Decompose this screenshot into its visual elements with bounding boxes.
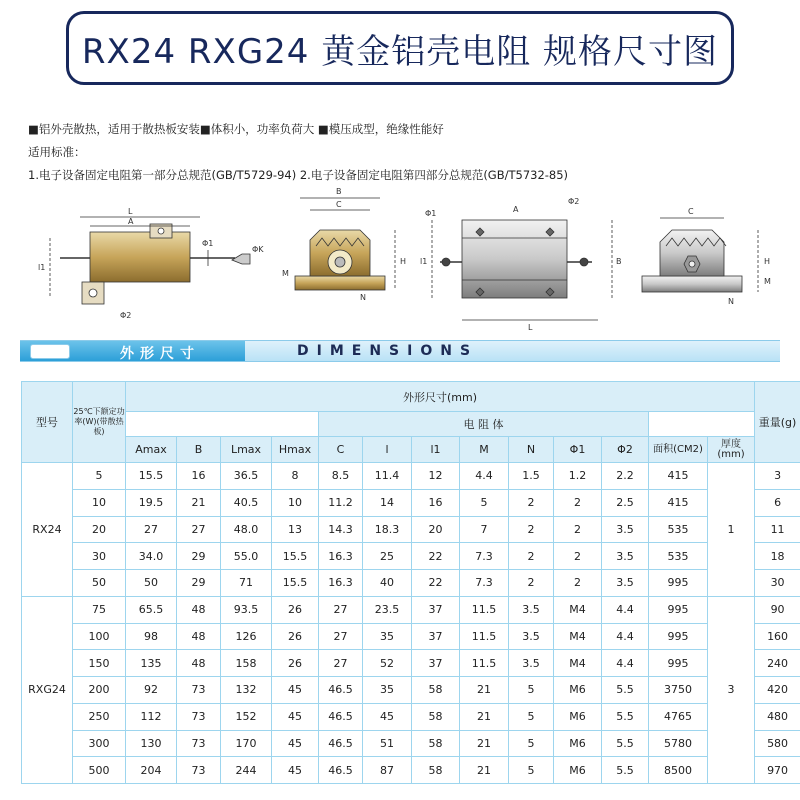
table-cell: 6 [755, 489, 800, 516]
table-cell: 1.5 [509, 463, 554, 490]
table-cell: 126 [221, 623, 272, 650]
table-row [22, 757, 800, 784]
column-header: l1 [412, 437, 460, 463]
table-cell: 2.5 [602, 489, 649, 516]
standards-note: 1.电子设备固定电阻第一部分总规范(GB/T5729-94) 2.电子设备固定电阻第四部分总规范(GB/T5732-85) [28, 168, 569, 182]
table-cell: 5780 [649, 730, 708, 757]
table-row [22, 730, 800, 757]
table-cell: 8.5 [319, 463, 363, 490]
table-cell: 7.3 [460, 543, 509, 570]
label-C-a: C [336, 200, 342, 209]
table-cell: 415 [649, 463, 708, 490]
label-phi1-a: Φ1 [202, 239, 214, 248]
table-cell: 5 [73, 463, 126, 490]
table-cell: 18.3 [363, 516, 412, 543]
table-cell: 37 [412, 596, 460, 623]
label-phi2-b: Φ2 [568, 197, 580, 206]
table-cell: 40 [363, 570, 412, 597]
table-cell: 3.5 [509, 650, 554, 677]
table-cell: 4.4 [602, 623, 649, 650]
column-header: M [460, 437, 509, 463]
column-header: Amax [126, 437, 177, 463]
table-cell: 4.4 [460, 463, 509, 490]
table-cell: 46.5 [319, 703, 363, 730]
dimensions-cn-label: 外形尺寸 [120, 346, 200, 362]
table-cell: 27 [126, 516, 177, 543]
label-C-b: C [688, 207, 694, 216]
table-cell: 20 [412, 516, 460, 543]
table-cell: 5 [509, 730, 554, 757]
table-cell: 71 [221, 570, 272, 597]
label-phi2-a: Φ2 [120, 311, 132, 320]
table-cell: 995 [649, 570, 708, 597]
model-cell: RXG24 [22, 596, 73, 783]
table-cell: 132 [221, 677, 272, 704]
table-cell: 5.5 [602, 757, 649, 784]
column-header: Hmax [272, 437, 319, 463]
table-cell: 40.5 [221, 489, 272, 516]
table-cell: 37 [412, 623, 460, 650]
table-cell: 2 [554, 489, 602, 516]
table-cell: 152 [221, 703, 272, 730]
table-cell: 45 [272, 757, 319, 784]
table-cell: 45 [272, 703, 319, 730]
table-cell: 27 [177, 516, 221, 543]
table-cell: 35 [363, 623, 412, 650]
dimension-drawings [20, 180, 780, 340]
table-cell: 3.5 [509, 596, 554, 623]
table-cell: 158 [221, 650, 272, 677]
rx24-side-drawing [50, 217, 250, 304]
table-cell: 25 [363, 543, 412, 570]
table-cell: 135 [126, 650, 177, 677]
tab-marker [30, 344, 70, 359]
rxg24-top-drawing [432, 220, 612, 320]
table-row [22, 596, 800, 623]
column-header: B [177, 437, 221, 463]
label-M-a: M [282, 269, 289, 278]
table-cell: 58 [412, 730, 460, 757]
table-cell: 415 [649, 489, 708, 516]
header-model: 型号 [22, 382, 73, 463]
table-cell: 11.4 [363, 463, 412, 490]
label-H-b: H [764, 257, 771, 266]
table-row [22, 463, 800, 490]
table-cell: 3 [755, 463, 800, 490]
rx24-end-drawing [295, 198, 395, 290]
table-cell: 58 [412, 677, 460, 704]
table-cell: 2 [554, 543, 602, 570]
table-cell: 58 [412, 757, 460, 784]
table-cell: 15.5 [272, 543, 319, 570]
table-cell: 3.5 [602, 543, 649, 570]
table-cell: M6 [554, 677, 602, 704]
table-cell: 5 [460, 489, 509, 516]
table-cell: 995 [649, 650, 708, 677]
table-cell: 23.5 [363, 596, 412, 623]
table-cell: 45 [272, 677, 319, 704]
label-phi1-b: Φ1 [425, 209, 437, 218]
table-cell: 19.5 [126, 489, 177, 516]
table-cell: 29 [177, 570, 221, 597]
table-cell: 58 [412, 703, 460, 730]
label-l-b: l1 [420, 257, 428, 266]
table-cell: 420 [755, 677, 800, 704]
table-cell: 30 [755, 570, 800, 597]
table-row [22, 516, 800, 543]
label-phiK: ΦK [252, 245, 264, 254]
header-power: 25℃下额定功率(W)(带散热板) [73, 382, 126, 463]
table-cell: M4 [554, 596, 602, 623]
table-cell: 20 [73, 516, 126, 543]
table-cell: 16 [412, 489, 460, 516]
rx24-body [90, 232, 190, 282]
table-cell: 204 [126, 757, 177, 784]
terminal-icon [232, 254, 250, 264]
table-cell: 200 [73, 677, 126, 704]
table-cell: 2.2 [602, 463, 649, 490]
column-header: Φ2 [602, 437, 649, 463]
table-row [22, 623, 800, 650]
table-cell: 50 [126, 570, 177, 597]
label-A: A [128, 217, 134, 226]
table-cell: 21 [460, 677, 509, 704]
table-cell: 75 [73, 596, 126, 623]
table-cell: 3750 [649, 677, 708, 704]
table-cell: 48 [177, 650, 221, 677]
header-body: 电 阻 体 [319, 412, 649, 437]
table-cell: 73 [177, 730, 221, 757]
page-title: RX24 RXG24 黄金铝壳电阻 规格尺寸图 [66, 11, 734, 85]
table-cell: 16.3 [319, 570, 363, 597]
table-cell: 16 [177, 463, 221, 490]
table-cell: 170 [221, 730, 272, 757]
table-cell: M4 [554, 623, 602, 650]
label-N-a: N [360, 293, 366, 302]
table-cell: 73 [177, 677, 221, 704]
table-cell: 46.5 [319, 730, 363, 757]
table-cell: 8 [272, 463, 319, 490]
table-cell: 55.0 [221, 543, 272, 570]
column-header: Φ1 [554, 437, 602, 463]
table-cell: 112 [126, 703, 177, 730]
table-cell: 7.3 [460, 570, 509, 597]
spec-notes [28, 118, 568, 187]
table-cell: 37 [412, 650, 460, 677]
table-cell: 21 [460, 730, 509, 757]
label-N-b: N [728, 297, 734, 306]
table-cell: M4 [554, 650, 602, 677]
rxg24-end-drawing [642, 218, 758, 292]
table-cell: 995 [649, 596, 708, 623]
table-cell: 240 [755, 650, 800, 677]
table-cell: M6 [554, 730, 602, 757]
column-header: Lmax [221, 437, 272, 463]
table-cell: 46.5 [319, 677, 363, 704]
table-cell: 48 [177, 623, 221, 650]
table-cell: 244 [221, 757, 272, 784]
column-header: C [319, 437, 363, 463]
table-cell: 30 [73, 543, 126, 570]
table-cell: 150 [73, 650, 126, 677]
table-row [22, 650, 800, 677]
table-cell: 4765 [649, 703, 708, 730]
table-cell: 13 [272, 516, 319, 543]
thickness-cell: 3 [708, 596, 755, 783]
table-cell: 48 [177, 596, 221, 623]
table-cell: 73 [177, 757, 221, 784]
table-cell: 73 [177, 703, 221, 730]
table-row [22, 703, 800, 730]
table-cell: 11.2 [319, 489, 363, 516]
table-cell: 10 [73, 489, 126, 516]
table-row [22, 543, 800, 570]
table-row [22, 489, 800, 516]
label-L: L [128, 207, 133, 216]
label-l1: l1 [38, 263, 46, 272]
table-cell: 130 [126, 730, 177, 757]
table-cell: 15.5 [272, 570, 319, 597]
table-cell: 27 [319, 596, 363, 623]
table-cell: 16.3 [319, 543, 363, 570]
table-cell: 100 [73, 623, 126, 650]
table-cell: 535 [649, 543, 708, 570]
column-header: l [363, 437, 412, 463]
column-header-thickness: 厚度(mm) [708, 437, 755, 463]
spec-table [21, 381, 800, 784]
table-cell: 11.5 [460, 650, 509, 677]
table-cell: 14 [363, 489, 412, 516]
model-cell: RX24 [22, 463, 73, 597]
table-cell: 2 [509, 570, 554, 597]
table-cell: 26 [272, 650, 319, 677]
features-note: ■铝外壳散热，适用于散热板安装■体积小，功率负荷大 ■模压成型，绝缘性能好 [28, 122, 444, 136]
table-cell: 21 [177, 489, 221, 516]
dimensions-en-label: DIMENSIONS [297, 343, 479, 359]
label-M-b: M [764, 277, 771, 286]
column-header-row [22, 437, 800, 463]
table-cell: 2 [554, 570, 602, 597]
table-cell: 92 [126, 677, 177, 704]
table-cell: 29 [177, 543, 221, 570]
table-cell: 7 [460, 516, 509, 543]
table-cell: 4.4 [602, 596, 649, 623]
table-cell: 26 [272, 596, 319, 623]
table-row [22, 677, 800, 704]
table-cell: 11.5 [460, 623, 509, 650]
table-cell: 27 [319, 623, 363, 650]
spec-table-head [22, 382, 800, 463]
table-cell: 18 [755, 543, 800, 570]
table-cell: 5.5 [602, 703, 649, 730]
table-cell: 51 [363, 730, 412, 757]
table-cell: 5.5 [602, 730, 649, 757]
table-cell: 5 [509, 677, 554, 704]
label-B-b: B [616, 257, 622, 266]
column-header: N [509, 437, 554, 463]
header-weight: 重量(g) [755, 382, 800, 463]
table-cell: 970 [755, 757, 800, 784]
table-cell: 52 [363, 650, 412, 677]
table-cell: 98 [126, 623, 177, 650]
table-cell: 26 [272, 623, 319, 650]
table-cell: 3.5 [602, 516, 649, 543]
header-blank-2 [649, 412, 755, 437]
table-cell: 250 [73, 703, 126, 730]
table-cell: 46.5 [319, 757, 363, 784]
dimensions-banner [20, 340, 780, 362]
table-row [22, 570, 800, 597]
table-cell: 21 [460, 757, 509, 784]
table-cell: 5 [509, 757, 554, 784]
table-cell: 11.5 [460, 596, 509, 623]
table-cell: 12 [412, 463, 460, 490]
spec-table-body [22, 463, 800, 784]
table-cell: 2 [509, 516, 554, 543]
table-cell: 480 [755, 703, 800, 730]
thickness-cell: 1 [708, 463, 755, 597]
table-cell: 15.5 [126, 463, 177, 490]
table-cell: 580 [755, 730, 800, 757]
table-cell: 11 [755, 516, 800, 543]
table-cell: 2 [554, 516, 602, 543]
label-H-a: H [400, 257, 407, 266]
table-cell: 8500 [649, 757, 708, 784]
table-cell: 34.0 [126, 543, 177, 570]
standard-label: 适用标准： [28, 145, 86, 159]
label-B: B [336, 187, 342, 196]
table-cell: 2 [509, 489, 554, 516]
table-cell: 995 [649, 623, 708, 650]
header-blank [126, 412, 319, 437]
dimensions-tab [20, 341, 245, 361]
table-cell: 65.5 [126, 596, 177, 623]
table-cell: M6 [554, 703, 602, 730]
table-cell: 48.0 [221, 516, 272, 543]
table-cell: 2 [509, 543, 554, 570]
table-cell: 36.5 [221, 463, 272, 490]
table-cell: 35 [363, 677, 412, 704]
table-cell: 535 [649, 516, 708, 543]
table-cell: 3.5 [602, 570, 649, 597]
table-cell: 93.5 [221, 596, 272, 623]
table-cell: 45 [363, 703, 412, 730]
table-cell: 160 [755, 623, 800, 650]
table-cell: 27 [319, 650, 363, 677]
table-cell: 22 [412, 543, 460, 570]
table-cell: 22 [412, 570, 460, 597]
header-dimensions: 外形尺寸(mm) [126, 382, 755, 412]
table-cell: 21 [460, 703, 509, 730]
table-cell: 10 [272, 489, 319, 516]
table-cell: 3.5 [509, 623, 554, 650]
table-cell: 4.4 [602, 650, 649, 677]
table-cell: 45 [272, 730, 319, 757]
table-cell: 1.2 [554, 463, 602, 490]
table-cell: M6 [554, 757, 602, 784]
table-cell: 5.5 [602, 677, 649, 704]
label-A-b: A [513, 205, 519, 214]
table-cell: 14.3 [319, 516, 363, 543]
table-cell: 500 [73, 757, 126, 784]
table-cell: 300 [73, 730, 126, 757]
label-L-b: L [528, 323, 533, 332]
table-cell: 50 [73, 570, 126, 597]
table-cell: 5 [509, 703, 554, 730]
table-cell: 87 [363, 757, 412, 784]
table-cell: 90 [755, 596, 800, 623]
column-header-area: 面积(CM2) [649, 437, 708, 463]
